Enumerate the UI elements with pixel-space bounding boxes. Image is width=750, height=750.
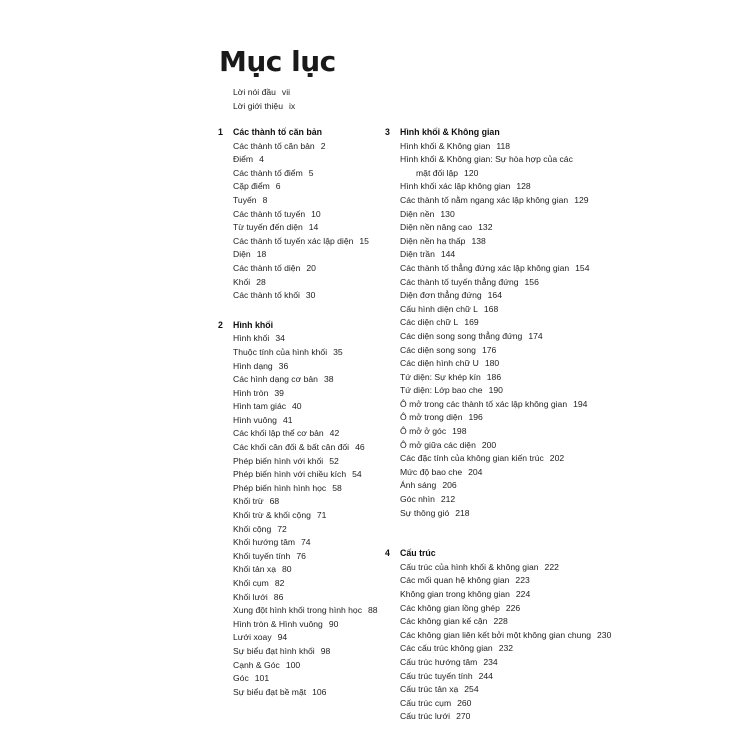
- entry-page: 190: [488, 385, 503, 396]
- entry-label: Cấu trúc lưới: [400, 711, 451, 722]
- chapter-spacer: [385, 520, 585, 547]
- entry-label: Hình vuông: [233, 414, 277, 425]
- entry-page: 98: [320, 645, 331, 656]
- toc-entry[interactable]: [218, 373, 383, 387]
- entry-page: 128: [516, 181, 531, 192]
- entry-label: Sự biểu đạt bề mặt: [233, 686, 307, 697]
- toc-entry[interactable]: [385, 330, 585, 344]
- entry-label: Cấu trúc của hình khối & không gian: [400, 561, 539, 572]
- chapter-spacer: [218, 303, 383, 319]
- entry-page: 40: [292, 401, 302, 412]
- toc-entry[interactable]: [218, 659, 383, 673]
- entry-page: 204: [468, 466, 483, 477]
- toc-entry[interactable]: [385, 316, 585, 330]
- entry-label: Các diện hình chữ U: [400, 358, 479, 369]
- toc-entry[interactable]: [218, 645, 383, 659]
- entry-label: Góc nhìn: [400, 494, 435, 505]
- entry-page: 2: [320, 140, 326, 151]
- toc-entry[interactable]: [385, 303, 585, 317]
- toc-entry[interactable]: [218, 441, 383, 455]
- toc-entry[interactable]: [385, 493, 585, 507]
- entry-page: 14: [308, 222, 319, 233]
- entry-label: Ô mở giữa các diện: [400, 439, 476, 450]
- toc-entry[interactable]: [385, 167, 585, 181]
- toc-entry[interactable]: [385, 357, 585, 371]
- toc-entry[interactable]: [385, 642, 585, 656]
- entry-label: Mức độ bao che: [400, 466, 463, 477]
- entry-label: Cấu trúc tuyến tính: [400, 670, 473, 681]
- toc-entry[interactable]: [385, 344, 585, 358]
- toc-entry[interactable]: [218, 332, 383, 346]
- entry-page: 72: [277, 523, 287, 534]
- chapter-number: 4: [385, 548, 390, 559]
- entry-label: Các diện song song thẳng đứng: [400, 330, 523, 341]
- entry-label: Các thành tố khối: [233, 290, 300, 301]
- toc-entry[interactable]: [218, 248, 383, 262]
- entry-page: 80: [282, 564, 292, 575]
- entry-label: Cấu trúc cụm: [400, 697, 452, 708]
- toc-entry[interactable]: [218, 604, 383, 618]
- toc-entry[interactable]: [385, 670, 585, 684]
- entry-label: Các thành tố tuyến xác lập diện: [233, 235, 354, 246]
- toc-entry[interactable]: [218, 523, 383, 537]
- entry-label: Ô mở trong các thành tố xác lập không gian: [400, 398, 568, 409]
- entry-label: Khối cộng: [233, 523, 272, 534]
- entry-label: Khối tản xạ: [233, 564, 276, 575]
- toc-entry[interactable]: [385, 248, 585, 262]
- entry-page: 198: [452, 426, 467, 437]
- entry-label: Các diện chữ L: [400, 317, 459, 328]
- entry-label: Khối tuyến tính: [233, 550, 291, 561]
- entry-page: 223: [515, 575, 530, 586]
- toc-entry[interactable]: [218, 414, 383, 428]
- toc-entry[interactable]: [385, 656, 585, 670]
- entry-page: 58: [332, 482, 342, 493]
- entry-page: 71: [316, 510, 327, 521]
- toc-entry[interactable]: [385, 588, 585, 602]
- toc-entry[interactable]: [385, 710, 585, 724]
- entry-page: 129: [574, 194, 589, 205]
- entry-page: 54: [352, 469, 362, 480]
- entry-label: Các không gian liên kết bởi một không gian chung: [400, 629, 592, 640]
- chapter-heading[interactable]: [385, 547, 585, 561]
- entry-label: Hình tròn: [233, 387, 269, 398]
- entry-label: Cặp điểm: [233, 181, 270, 192]
- entry-page: 15: [359, 235, 369, 246]
- toc-entry[interactable]: [218, 262, 383, 276]
- entry-label: Các thành tố điểm: [233, 167, 303, 178]
- entry-page: 34: [275, 333, 285, 344]
- entry-page: 30: [305, 290, 316, 301]
- entry-label: Các không gian kế cận: [400, 616, 488, 627]
- toc-entry[interactable]: [385, 153, 585, 167]
- entry-label: Thuộc tính của hình khối: [233, 346, 328, 357]
- toc-entry[interactable]: [218, 672, 383, 686]
- entry-label: Các thành tố tuyến thẳng đứng: [400, 276, 519, 287]
- entry-page: 8: [262, 194, 268, 205]
- front-matter-entry[interactable]: [233, 86, 295, 100]
- entry-page: 28: [256, 276, 266, 287]
- toc-entry[interactable]: [218, 550, 383, 564]
- entry-label: Các thành tố nằm ngang xác lập không gian: [400, 194, 569, 205]
- entry-page: 180: [484, 358, 500, 369]
- entry-label: Tuyến: [233, 194, 257, 205]
- entry-label: Các khối lập thể cơ bản: [233, 428, 324, 439]
- toc-entry[interactable]: [218, 194, 383, 208]
- entry-label: Diện trần: [400, 249, 435, 260]
- entry-page: 224: [515, 589, 531, 599]
- entry-label: Hình tam giác: [233, 401, 287, 412]
- entry-label: Cấu hình diện chữ L: [400, 303, 478, 314]
- toc-entry[interactable]: [385, 602, 585, 616]
- entry-page: 38: [323, 374, 334, 385]
- entry-label: Sự biểu đạt hình khối: [233, 645, 315, 656]
- entry-page: 68: [269, 496, 280, 507]
- toc-entry[interactable]: [385, 411, 585, 425]
- entry-label: Hình khối & Không gian: Sự hòa hợp của các: [400, 154, 573, 165]
- entry-label: Lưới xoay: [233, 632, 272, 643]
- entry-page: 218: [455, 507, 470, 518]
- chapter-title: Các thành tố căn bản: [233, 127, 322, 137]
- entry-label: Các đặc tính của không gian kiến trúc: [400, 453, 544, 464]
- toc-entry[interactable]: [218, 563, 383, 577]
- entry-label: Điểm: [233, 154, 254, 165]
- entry-label: Hình khối xác lập không gian: [400, 181, 511, 192]
- entry-label: Diện nền: [400, 208, 435, 219]
- entry-label: Sự thông gió: [400, 507, 450, 518]
- entry-page: 144: [440, 249, 456, 260]
- entry-label: Xung đột hình khối trong hình học: [233, 605, 363, 616]
- entry-label: Khối trừ: [233, 496, 264, 507]
- toc-entry[interactable]: [385, 208, 585, 222]
- chapter-title: Cấu trúc: [400, 548, 436, 559]
- entry-page: 82: [274, 578, 285, 588]
- entry-page: 232: [498, 643, 514, 654]
- entry-page: 174: [528, 330, 543, 341]
- chapter-title: Hình khối: [233, 319, 274, 330]
- entry-label: Lời nói đầu: [233, 87, 276, 97]
- entry-page: 18: [256, 249, 267, 260]
- entry-label: Từ tuyến đến diện: [233, 222, 303, 233]
- entry-page: 94: [277, 632, 288, 643]
- entry-label: mặt đối lập: [416, 167, 459, 178]
- entry-label: Tứ diện: Lớp bao che: [400, 385, 483, 396]
- entry-label: Lời giới thiệu: [233, 100, 283, 111]
- toc-entry[interactable]: [385, 439, 585, 453]
- entry-page: 76: [296, 550, 306, 561]
- entry-page: 118: [496, 140, 511, 151]
- entry-page: 202: [549, 453, 565, 464]
- entry-page: 270: [456, 711, 471, 722]
- entry-label: Hình khối: [233, 333, 270, 344]
- entry-page: 100: [285, 659, 301, 670]
- chapter-heading[interactable]: [385, 126, 585, 140]
- entry-label: Khối cụm: [233, 578, 269, 588]
- entry-label: Ánh sáng: [400, 480, 437, 491]
- entry-label: Phép biến hình với khối: [233, 455, 324, 466]
- entry-page: 4: [259, 154, 264, 165]
- toc-entry[interactable]: [218, 400, 383, 414]
- toc-entry[interactable]: [385, 574, 585, 588]
- toc-entry[interactable]: [385, 561, 585, 575]
- toc-entry[interactable]: [218, 153, 383, 167]
- entry-page: 36: [278, 360, 289, 371]
- toc-entry[interactable]: [218, 360, 383, 374]
- entry-page: 106: [312, 686, 327, 697]
- entry-page: 254: [464, 684, 479, 695]
- entry-page: 186: [486, 371, 502, 382]
- entry-label: Cạnh & Góc: [233, 659, 280, 670]
- chapter-number: 2: [218, 319, 223, 330]
- toc-entry[interactable]: [385, 276, 585, 290]
- entry-page: 196: [468, 412, 483, 423]
- entry-page: 90: [328, 618, 339, 629]
- entry-page: 200: [481, 439, 497, 450]
- toc-column-right: [385, 126, 612, 724]
- entry-page: 206: [442, 480, 457, 491]
- entry-label: Diện nền nâng cao: [400, 222, 473, 233]
- entry-label: Các thành tố tuyến: [233, 208, 306, 219]
- entry-page: 42: [329, 428, 340, 439]
- entry-page: 39: [274, 387, 284, 398]
- toc-column-left: [218, 126, 383, 699]
- toc-entry[interactable]: [218, 509, 383, 523]
- chapter-number: 3: [385, 127, 390, 137]
- entry-label: Các thành tố diện: [233, 262, 301, 273]
- entry-page: 6: [275, 181, 281, 192]
- toc-entry[interactable]: [385, 289, 585, 303]
- toc-entry[interactable]: [218, 346, 383, 360]
- entry-label: Hình tròn & Hình vuông: [233, 618, 323, 629]
- entry-label: Không gian trong không gian: [400, 589, 510, 599]
- entry-page: 154: [575, 262, 590, 273]
- toc-entry[interactable]: [385, 384, 585, 398]
- toc-entry[interactable]: [218, 468, 383, 482]
- entry-page: 138: [471, 235, 486, 246]
- entry-page: 46: [355, 442, 365, 453]
- entry-page: 194: [573, 398, 588, 409]
- entry-label: Ô mở trong diện: [400, 412, 463, 423]
- toc-entry[interactable]: [385, 140, 585, 154]
- entry-page: 156: [524, 276, 539, 287]
- entry-page: 120: [464, 167, 479, 178]
- entry-label: Các cấu trúc không gian: [400, 643, 493, 654]
- toc-entry[interactable]: [385, 221, 585, 235]
- toc-entry[interactable]: [218, 180, 383, 194]
- entry-label: Phép biến hình với chiều kích: [233, 469, 347, 480]
- toc-entry[interactable]: [218, 289, 383, 303]
- toc-entry[interactable]: [385, 697, 585, 711]
- toc-entry[interactable]: [218, 495, 383, 509]
- entry-page: 169: [464, 317, 479, 328]
- toc-entry[interactable]: [218, 276, 383, 290]
- toc-entry[interactable]: [385, 425, 585, 439]
- entry-page: vii: [281, 87, 291, 97]
- front-matter: [233, 86, 295, 113]
- entry-label: Các mối quan hệ không gian: [400, 575, 510, 586]
- entry-label: Các không gian lồng ghép: [400, 602, 500, 613]
- toc-entry[interactable]: [385, 683, 585, 697]
- entry-page: 88: [368, 605, 378, 616]
- entry-page: 52: [329, 455, 339, 466]
- entry-page: 41: [282, 414, 293, 425]
- entry-label: Diện đơn thẳng đứng: [400, 290, 482, 301]
- toc-entry[interactable]: [218, 482, 383, 496]
- toc-entry[interactable]: [385, 398, 588, 412]
- toc-entry[interactable]: [218, 536, 383, 550]
- chapter-heading[interactable]: [218, 126, 383, 140]
- toc-entry[interactable]: [218, 221, 383, 235]
- entry-page: 10: [311, 208, 321, 219]
- front-matter-entry[interactable]: [233, 100, 295, 114]
- chapter-number: 1: [218, 127, 223, 137]
- entry-label: Hình dạng: [233, 360, 273, 371]
- entry-page: 226: [505, 602, 521, 613]
- entry-page: 222: [544, 561, 559, 572]
- entry-label: Khối: [233, 276, 251, 287]
- entry-page: 212: [440, 494, 456, 505]
- toc-entry[interactable]: [385, 629, 612, 643]
- entry-page: 86: [273, 591, 284, 602]
- entry-page: 130: [440, 208, 455, 219]
- toc-entry[interactable]: [385, 194, 589, 208]
- toc-entry[interactable]: [218, 387, 383, 401]
- entry-page: 5: [308, 167, 314, 178]
- toc-entry[interactable]: [385, 235, 585, 249]
- entry-label: Các hình dạng cơ bản: [233, 374, 318, 385]
- chapter-heading[interactable]: [218, 319, 383, 333]
- page-title: Mục lục: [219, 45, 336, 78]
- entry-label: Phép biến hình hình học: [233, 482, 327, 493]
- toc-entry[interactable]: [385, 479, 585, 493]
- entry-page: 230: [597, 629, 612, 640]
- toc-entry[interactable]: [218, 631, 383, 645]
- entry-page: 35: [333, 346, 343, 357]
- toc-entry[interactable]: [218, 577, 383, 591]
- entry-label: Cấu trúc tản xạ: [400, 684, 459, 695]
- toc-entry[interactable]: [218, 618, 383, 632]
- entry-label: Các thành tố căn bản: [233, 140, 315, 151]
- entry-page: 234: [483, 656, 498, 667]
- toc-entry[interactable]: [218, 591, 383, 605]
- chapter-title: Hình khối & Không gian: [400, 127, 500, 137]
- entry-page: 20: [306, 262, 316, 273]
- entry-label: Khối trừ & khối cộng: [233, 510, 311, 521]
- toc-entry[interactable]: [385, 180, 585, 194]
- entry-page: 176: [481, 344, 497, 355]
- entry-page: 228: [493, 616, 508, 627]
- toc-entry[interactable]: [385, 371, 585, 385]
- entry-label: Cấu trúc hướng tâm: [400, 656, 478, 667]
- toc-entry[interactable]: [218, 686, 383, 700]
- entry-label: Các thành tố thẳng đứng xác lập không gian: [400, 262, 570, 273]
- toc-entry[interactable]: [218, 208, 383, 222]
- entry-label: Khối hướng tâm: [233, 537, 296, 548]
- entry-label: Ô mở ở góc: [400, 426, 447, 437]
- toc-entry[interactable]: [218, 455, 383, 469]
- entry-label: Các khối cân đối & bất cân đối: [233, 442, 350, 453]
- toc-entry[interactable]: [218, 140, 383, 154]
- toc-entry[interactable]: [385, 452, 585, 466]
- entry-page: 168: [483, 303, 499, 314]
- entry-label: Góc: [233, 673, 249, 684]
- entry-page: 164: [487, 290, 502, 301]
- toc-entry[interactable]: [385, 466, 585, 480]
- entry-label: Diện nền hạ thấp: [400, 235, 466, 246]
- entry-label: Khối lưới: [233, 591, 268, 602]
- toc-entry[interactable]: [385, 615, 585, 629]
- toc-entry[interactable]: [385, 262, 590, 276]
- toc-entry[interactable]: [218, 235, 383, 249]
- entry-label: Hình khối & Không gian: [400, 140, 491, 151]
- toc-entry[interactable]: [385, 507, 585, 521]
- entry-label: Tứ diện: Sự khép kín: [400, 371, 481, 382]
- entry-label: Các diện song song: [400, 344, 476, 355]
- entry-label: Diện: [233, 249, 251, 260]
- entry-page: ix: [288, 100, 296, 111]
- toc-entry[interactable]: [218, 167, 383, 181]
- entry-page: 74: [301, 537, 311, 548]
- toc-entry[interactable]: [218, 427, 383, 441]
- entry-page: 132: [478, 222, 493, 233]
- entry-page: 260: [457, 697, 472, 708]
- entry-page: 101: [254, 673, 270, 684]
- entry-page: 244: [478, 670, 493, 681]
